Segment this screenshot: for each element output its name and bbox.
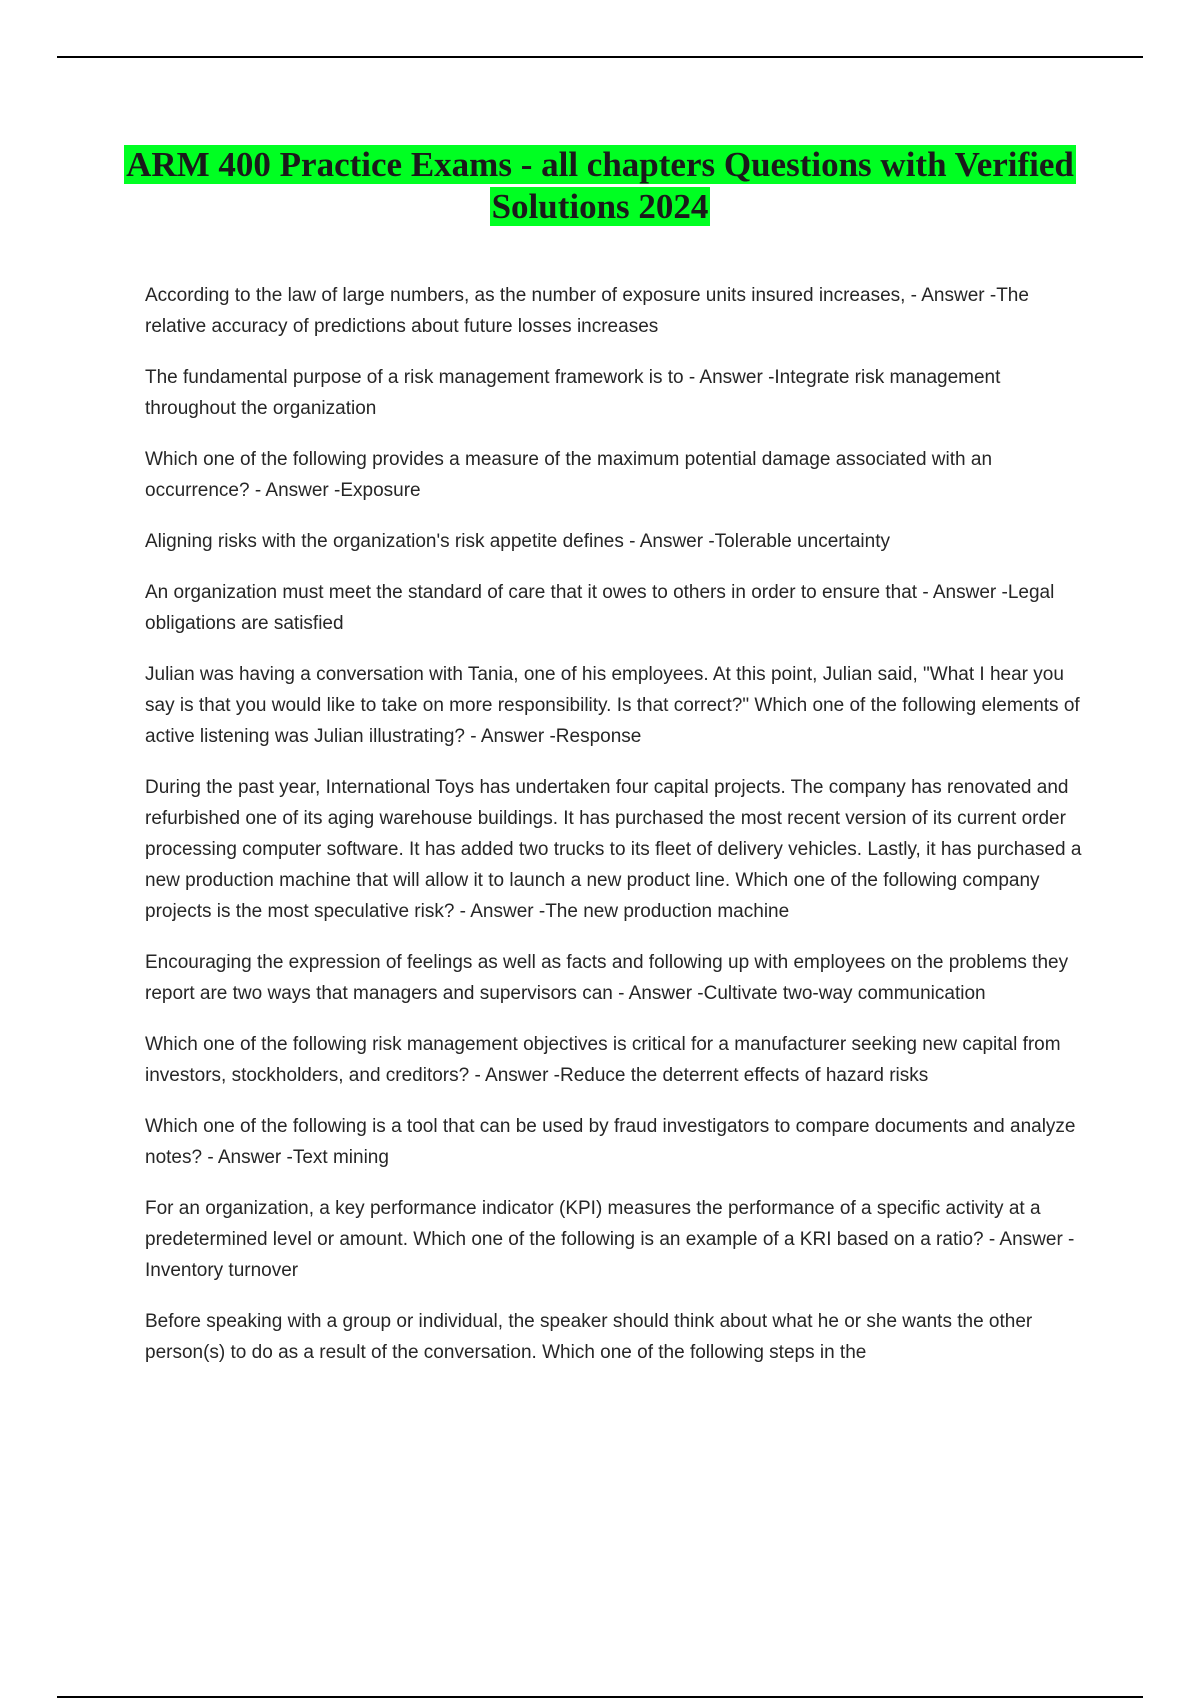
question-entry: Which one of the following provides a measure of the maximum potential damage associated with an occurrence? - Answer -Exposure [145,449,993,501]
question-entry: An organization must meet the standard of care that it owes to others in order to ensure that - Answer -Legal obligations are satisfied [145,582,1055,634]
question-entry: Which one of the following is a tool that can be used by fraud investigators to compare documents and analyze notes? - Answer -Text mining [145,1116,1076,1168]
question-entry: Julian was having a conversation with Tania, one of his employees. At this point, Julian said, "What I hear you say is that you would like to take on more responsibility. Is that correct?" Which one of the following elements of active listening was Julian illustrating? - Answer -Response [145,664,1080,747]
question-entry: For an organization, a key performance indicator (KPI) measures the performance of a specific activity at a predetermined level or amount. Which one of the following is an example of a KRI based on a ratio? - Answer -Inventory turnover [145,1198,1075,1281]
question-entry: Encouraging the expression of feelings as well as facts and following up with employees on the problems they report are two ways that managers and supervisors can - Answer -Cultivate two-way communication [145,952,1069,1004]
question-entry: During the past year, International Toys has undertaken four capital projects. The company has renovated and refurbished one of its aging warehouse buildings. It has purchased the most recent version of its current order processing computer software. It has added two trucks to its fleet of delivery vehicles. Lastly, it has purchased a new production machine that will allow it to launch a new product line. Which one of the following company projects is the most speculative risk? - Answer -The new production machine [145,777,1082,922]
question-entry: The fundamental purpose of a risk management framework is to - Answer -Integrate risk management throughout the organization [145,367,1001,419]
title-highlight: ARM 400 Practice Exams - all chapters Questions with Verified Solutions 2024 [126,145,1074,226]
page-title [120,144,1080,228]
question-entry: Aligning risks with the organization's risk appetite defines - Answer -Tolerable uncertainty [145,531,890,552]
top-rule [57,56,1143,58]
question-entry: According to the law of large numbers, as the number of exposure units insured increases, - Answer -The relative accuracy of predictions about future losses increases [145,285,1029,337]
bottom-rule [57,1696,1143,1698]
question-list [145,280,1090,1388]
question-entry: Which one of the following risk management objectives is critical for a manufacturer seeking new capital from investors, stockholders, and creditors? - Answer -Reduce the deterrent effects of hazard risks [145,1034,1061,1086]
question-entry: Before speaking with a group or individual, the speaker should think about what he or she wants the other person(s) to do as a result of the conversation. Which one of the following steps in the [145,1311,1033,1363]
